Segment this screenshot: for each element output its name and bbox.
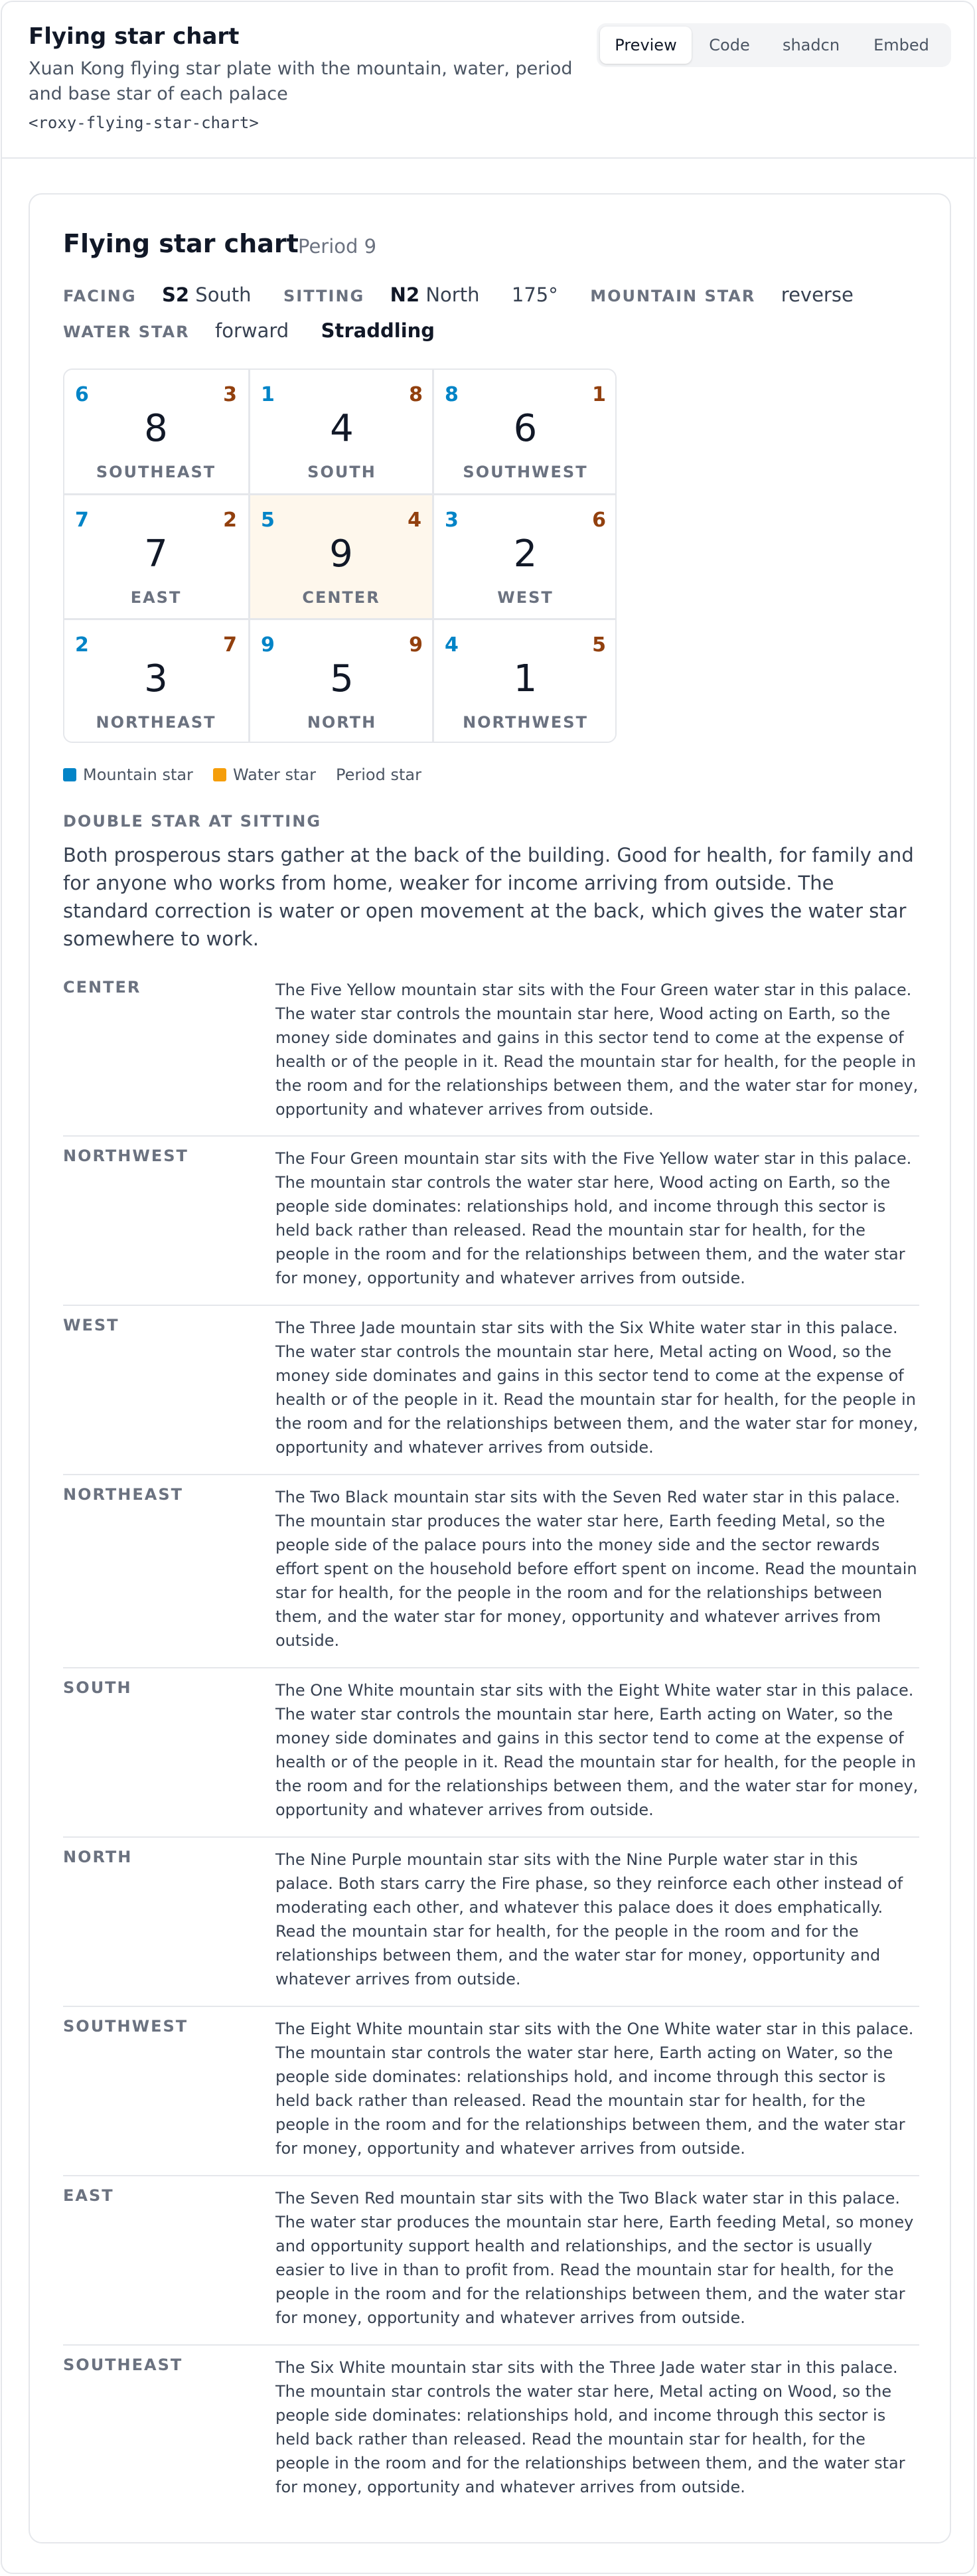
component-tag: <roxy-flying-star-chart>: [29, 114, 259, 132]
palace-cell: [434, 370, 617, 493]
star-legend: [63, 765, 441, 784]
period-star-number: 4: [330, 407, 354, 450]
reading-palace: NORTHEAST: [63, 1485, 183, 1504]
reading-row: [63, 1838, 919, 2007]
mountain-swatch-icon: [63, 768, 76, 781]
grid-divider: [64, 493, 615, 495]
palace-cell: [434, 495, 617, 618]
tab-shadcn[interactable]: shadcn: [782, 36, 840, 54]
period-star-number: 3: [144, 657, 168, 700]
reading-row: [63, 2176, 919, 2346]
period-star-number: 1: [513, 657, 538, 700]
reading-row: [63, 1668, 919, 1838]
reading-row: [63, 968, 919, 1137]
reading-text: The One White mountain star sits with the Eight White water star in this palace. The water star controls the mountain star here, Earth acting on Water, so the money side dominates and gains in this sector tend to come at the expense of health or of the people in it. Read the mountain star for health, for the people in the room and for the relationships between them, and the water star for money, opportunity and whatever arrives from outside.: [275, 1681, 919, 1819]
water-star-label: WATER STAR: [63, 323, 190, 341]
palace-cell-center: [250, 495, 432, 618]
sitting-direction: North: [425, 283, 480, 306]
mountain-star-label: MOUNTAIN STAR: [590, 287, 756, 305]
reading-palace: WEST: [63, 1316, 119, 1334]
mountain-star-number: 3: [445, 509, 459, 532]
reading-row: [63, 2007, 919, 2176]
sitting-code: N2: [390, 283, 420, 306]
water-star-number: 5: [592, 633, 606, 657]
grid-divider: [64, 618, 615, 620]
period-star-number: 6: [513, 407, 538, 450]
palace-cell: [64, 620, 248, 743]
reading-palace: EAST: [63, 2186, 114, 2205]
reading-row: [63, 2346, 919, 2515]
palace-name: CENTER: [302, 588, 380, 607]
palace-cell: [64, 370, 248, 493]
reading-palace: SOUTHEAST: [63, 2356, 183, 2374]
mountain-star-number: 5: [261, 509, 275, 532]
reading-text: The Four Green mountain star sits with the Five Yellow water star in this palace. The mountain star controls the water star here, Wood acting on Earth, so the people side dominates: relationships hold, and income through this sector is held back rather than released. Read the mountain star for health, for the people in the room and for the relationships between them, and the water star for money, opportunity and whatever arrives from outside.: [275, 1149, 912, 1287]
water-star-number: 6: [592, 509, 606, 532]
component-frame: [1, 1, 975, 2574]
mountain-star-number: 1: [261, 383, 275, 406]
palace-name: NORTHWEST: [463, 713, 588, 732]
period-star-number: 8: [144, 407, 168, 450]
tab-preview[interactable]: Preview: [600, 27, 692, 64]
palace-cell: [250, 620, 433, 743]
reading-text: The Three Jade mountain star sits with the Six White water star in this palace. The water star controls the mountain star here, Metal acting on Wood, so the money side dominates and gains in this sector tend to come at the expense of health or of the people in it. Read the mountain star for health, for the people in the room and for the relationships between them, and the water star for money, opportunity and whatever arrives from outside.: [275, 1319, 919, 1457]
double-star-text: Both prosperous stars gather at the back of the building. Good for health, for family and for anyone who works from home, weaker for income arriving from outside. The standard correction is water or open movement at the back, which gives the water star somewhere to work.: [63, 844, 914, 950]
water-star-number: 1: [592, 383, 606, 406]
mountain-star-number: 9: [261, 633, 275, 657]
palace-name: SOUTH: [307, 463, 376, 481]
view-tabs: [597, 23, 951, 67]
reading-palace: SOUTHWEST: [63, 2017, 188, 2036]
palace-name: WEST: [497, 588, 554, 607]
water-star-number: 3: [223, 383, 237, 406]
period-star-number: 9: [329, 532, 353, 576]
palace-readings: [63, 968, 919, 2515]
reading-text: The Five Yellow mountain star sits with the Four Green water star in this palace. The water star controls the mountain star here, Wood acting on Earth, so the money side dominates and gains in this sector tend to come at the expense of health or of the people in it. Read the mountain star for health, for the people in the room and for the relationships between them, and the water star for money, opportunity and whatever arrives from outside.: [275, 981, 919, 1119]
water-swatch-icon: [213, 768, 226, 781]
reading-palace: SOUTH: [63, 1678, 132, 1697]
sitting-label: SITTING: [283, 287, 365, 305]
palace-name: EAST: [130, 588, 182, 607]
mountain-star-number: 6: [75, 383, 89, 406]
palace-cell: [64, 495, 248, 618]
water-star-value: forward: [215, 319, 289, 342]
legend-mountain: Mountain star: [63, 765, 193, 784]
mountain-star-number: 7: [75, 509, 89, 532]
chart-period: Period 9: [298, 235, 377, 258]
palace-name: SOUTHWEST: [463, 463, 588, 481]
period-star-number: 7: [144, 532, 168, 576]
component-header: [2, 2, 976, 159]
reading-text: The Seven Red mountain star sits with the Two Black water star in this palace. The water star produces the mountain star here, Earth feeding Metal, so money and opportunity support health and relationships, and the sector is usually easier to live in than to profit from. Read the mountain star for health, for the people in the room and for the relationships between them, and the water star for money, opportunity and whatever arrives from outside.: [275, 2189, 914, 2327]
facing-direction: South: [195, 283, 252, 306]
meta-row-2: [63, 319, 435, 342]
component-description: Xuan Kong flying star plate with the mountain, water, period and base star of each palace: [29, 58, 573, 104]
period-star-number: 2: [513, 532, 538, 576]
mountain-star-number: 4: [445, 633, 459, 657]
water-star-number: 8: [409, 383, 423, 406]
legend-period: Period star: [336, 765, 421, 784]
mountain-star-number: 8: [445, 383, 459, 406]
reading-palace: NORTHWEST: [63, 1147, 188, 1165]
legend-water: Water star: [213, 765, 316, 784]
reading-text: The Eight White mountain star sits with the One White water star in this palace. The mountain star controls the water star here, Earth acting on Water, so the people side dominates: relationships hold, and income through this sector is held back rather than released. Read the mountain star for health, for the people in the room and for the relationships between them, and the water star for money, opportunity and whatever arrives from outside.: [275, 2020, 914, 2158]
flying-star-card: [29, 193, 951, 2543]
facing-code: S2: [161, 283, 190, 306]
reading-text: The Two Black mountain star sits with the Seven Red water star in this palace. The mountain star produces the water star here, Earth feeding Metal, so the people side of the palace pours into the money side and the sector rewards effort spent on the household before effort spent on income. Read the mountain star for health, for the people in the room and for the relationships between them, and the water star for money, opportunity and whatever arrives from outside.: [275, 1488, 917, 1650]
meta-row-1: [63, 283, 854, 306]
reading-row: [63, 1475, 919, 1668]
double-star-label: DOUBLE STAR AT SITTING: [63, 812, 322, 831]
reading-palace: NORTH: [63, 1848, 133, 1866]
grid-divider: [432, 370, 434, 742]
chart-title: Flying star chart: [63, 229, 299, 258]
facing-label: FACING: [63, 287, 137, 305]
palace-name: SOUTHEAST: [96, 463, 216, 481]
mountain-star-value: reverse: [781, 283, 854, 306]
reading-row: [63, 1306, 919, 1475]
tab-code[interactable]: Code: [709, 36, 750, 54]
component-title: Flying star chart: [29, 23, 240, 50]
mountain-star-number: 2: [75, 633, 89, 657]
period-star-number: 5: [330, 657, 354, 700]
reading-text: The Nine Purple mountain star sits with the Nine Purple water star in this palace. Both stars carry the Fire phase, so they reinforce each other instead of moderating each other, and whatever this palace does it does emphatically. Read the mountain star for health, for the people in the room and for the relationships between them, and the water star for money, opportunity and whatever arrives from outside.: [275, 1850, 903, 1988]
water-star-number: 4: [408, 509, 421, 532]
water-star-number: 7: [223, 633, 237, 657]
palace-name: NORTH: [307, 713, 377, 732]
grid-divider: [248, 370, 250, 742]
water-star-number: 2: [223, 509, 237, 532]
reading-palace: CENTER: [63, 978, 141, 997]
reading-text: The Six White mountain star sits with the Three Jade water star in this palace. The mountain star controls the water star here, Metal acting on Wood, so the people side dominates: relationships hold, and income through this sector is held back rather than released. Read the mountain star for health, for the people in the room and for the relationships between them, and the water star for money, opportunity and whatever arrives from outside.: [275, 2358, 905, 2496]
facing-degrees: 175°: [511, 283, 558, 306]
reading-row: [63, 1137, 919, 1306]
straddling-flag: Straddling: [321, 319, 435, 342]
water-star-number: 9: [409, 633, 423, 657]
tab-embed[interactable]: Embed: [873, 36, 929, 54]
palace-name: NORTHEAST: [96, 713, 216, 732]
palace-cell: [250, 370, 433, 493]
palace-cell: [434, 620, 617, 743]
star-plate-grid: [63, 368, 617, 743]
